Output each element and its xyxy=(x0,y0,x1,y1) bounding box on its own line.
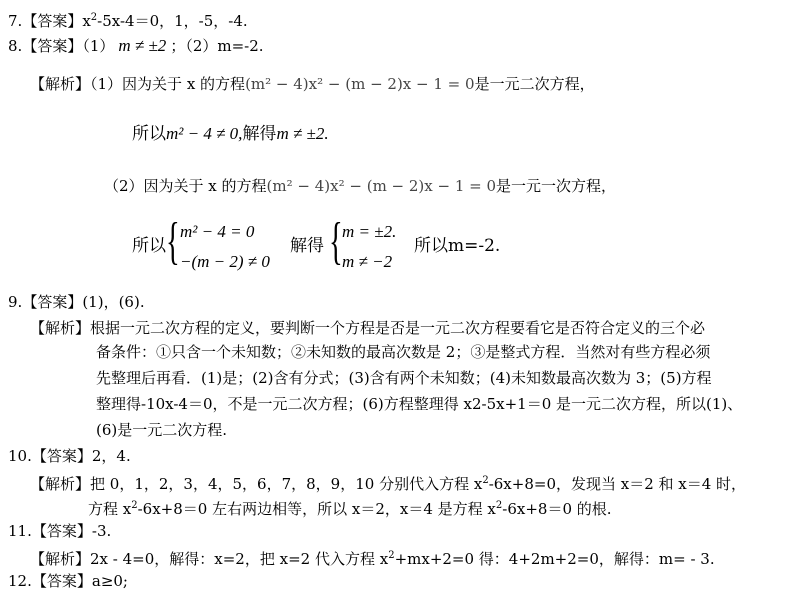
q10-jiexi-text2b: -6x+8＝0 左右两边相等，所以 x＝2，x＝4 是方程 x xyxy=(137,500,496,518)
q8-p2-final: 所以m=-2. xyxy=(414,236,501,256)
q9-jiexi-text1: 根据一元二次方程的定义，要判断一个方程是否是一元二次方程要看它是否符合定义的三个必 xyxy=(90,319,706,337)
q11-answer: -3. xyxy=(91,522,112,540)
q8-line xyxy=(8,36,264,56)
q11-line xyxy=(8,521,111,541)
q8-p1-result: m ≠ ±2. xyxy=(276,124,329,143)
q8-p1-tail: 是一元二次方程， xyxy=(474,75,595,93)
q8-sep: ；（2） xyxy=(170,37,218,55)
q12-line xyxy=(8,571,128,591)
q11-jiexi-text-b: +mx+2=0 得：4+2m+2=0，解得：m= - 3. xyxy=(394,550,715,568)
q8-answer2: m=-2 xyxy=(217,37,259,55)
q10-jiexi-text2c: -6x+8＝0 的根. xyxy=(502,500,612,518)
system1-line2: −(m − 2) ≠ 0 xyxy=(180,252,270,271)
q11-number: 11. xyxy=(8,522,32,540)
q10-line xyxy=(8,446,131,466)
q10-sup1: 2 xyxy=(482,475,489,486)
q7-line xyxy=(8,8,248,31)
q8-p1-conclusion xyxy=(132,124,329,144)
q10-number: 10. xyxy=(8,447,32,465)
q11-sup: 2 xyxy=(388,550,395,561)
q8-p1-intro: （1）因为关于 x 的方程 xyxy=(90,75,246,93)
q11-jiexi-tag: 【解析】 xyxy=(30,550,91,568)
q9-answer: (1)，(6). xyxy=(82,293,145,311)
system2-line1: m = ±2. xyxy=(342,222,397,241)
q8-p2-equation: (m² − 4)x² − (m − 2)x − 1 = 0 xyxy=(266,177,497,195)
q9-jiexi-line2: 备条件：①只含一个未知数；②未知数的最高次数是 2；③是整式方程．当然对有些方程必须 xyxy=(96,343,711,361)
q8-p1-so: 所以 xyxy=(132,124,166,144)
q8-p2-so: 所以 xyxy=(132,236,166,256)
q12-answer: a≥0; xyxy=(91,572,128,590)
q11-jiexi-text-a: 2x - 4=0，解得：x=2，把 x=2 代入方程 x xyxy=(90,550,389,568)
q10-answer-tag: 【答案】 xyxy=(31,447,92,465)
q7-number: 7. xyxy=(8,12,23,30)
q10-sup3: 2 xyxy=(495,500,503,511)
system2-line2: m ≠ −2 xyxy=(342,252,393,271)
q10-jiexi-line2 xyxy=(88,496,612,519)
q9-line xyxy=(8,292,145,312)
q8-number: 8. xyxy=(8,37,23,55)
q10-jiexi-text1b: -6x+8=0，发现当 x＝2 和 x＝4 时， xyxy=(488,475,747,493)
q8-jiexi-p2 xyxy=(104,176,616,196)
q8-answer1: m ≠ ±2 xyxy=(118,36,167,55)
q8-jiexi-tag: 【解析】 xyxy=(30,75,91,93)
q8-end: . xyxy=(258,37,264,55)
q9-jiexi-line4: 整理得-10x-4＝0，不是一元二次方程；(6)方程整理得 x2-5x+1＝0 是一元二次方程，所以(1)、 xyxy=(96,395,743,413)
q11-answer-tag: 【答案】 xyxy=(31,522,92,540)
q10-sup2: 2 xyxy=(131,500,138,511)
system2-brace: { xyxy=(329,213,343,270)
q7-answer-tag: 【答案】 xyxy=(22,12,83,30)
q8-p2-tail: 是一元一次方程， xyxy=(496,177,617,195)
q9-jiexi-tag: 【解析】 xyxy=(30,319,91,337)
q8-part1: （1） xyxy=(82,37,115,55)
q11-jiexi-line1 xyxy=(30,546,715,569)
q12-answer-tag: 【答案】 xyxy=(31,572,92,590)
q10-jiexi-line1 xyxy=(30,471,746,494)
q9-jiexi-line5: (6)是一元二次方程. xyxy=(96,421,228,439)
q7-text-a: x xyxy=(82,12,91,30)
q8-jiexi-p1 xyxy=(30,74,595,94)
q10-jiexi-tag: 【解析】 xyxy=(30,475,91,493)
q8-answer-tag: 【答案】 xyxy=(22,37,83,55)
q10-jiexi-text1a: 把 0，1，2，3，4，5，6，7，8，9，10 分别代入方程 x xyxy=(90,475,483,493)
q8-p1-equation: (m² − 4)x² − (m − 2)x − 1 = 0 xyxy=(245,75,475,93)
q8-p1-condition: m² − 4 ≠ 0, xyxy=(166,124,243,143)
q12-number: 12. xyxy=(8,572,32,590)
q10-jiexi-text2a: 方程 x xyxy=(88,500,132,518)
q9-jiexi-line1 xyxy=(30,318,705,338)
q9-number: 9. xyxy=(8,293,23,311)
q10-answer: 2，4. xyxy=(91,447,131,465)
q9-jiexi-line3: 先整理后再看．(1)是；(2)含有分式；(3)含有两个未知数；(4)未知数最高次数为 3；(5)方程 xyxy=(96,369,712,387)
q7-sup: 2 xyxy=(90,12,98,23)
q9-answer-tag: 【答案】 xyxy=(22,293,83,311)
system1-line1: m² − 4 = 0 xyxy=(180,222,255,241)
q7-text-b: -5x-4＝0，1，-5，-4. xyxy=(97,12,248,30)
q8-p2-solve: 解得 xyxy=(290,236,324,256)
system1-brace: { xyxy=(166,213,180,270)
q8-p2-intro: （2）因为关于 x 的方程 xyxy=(104,177,267,195)
q8-p1-solve: 解得 xyxy=(242,124,277,144)
